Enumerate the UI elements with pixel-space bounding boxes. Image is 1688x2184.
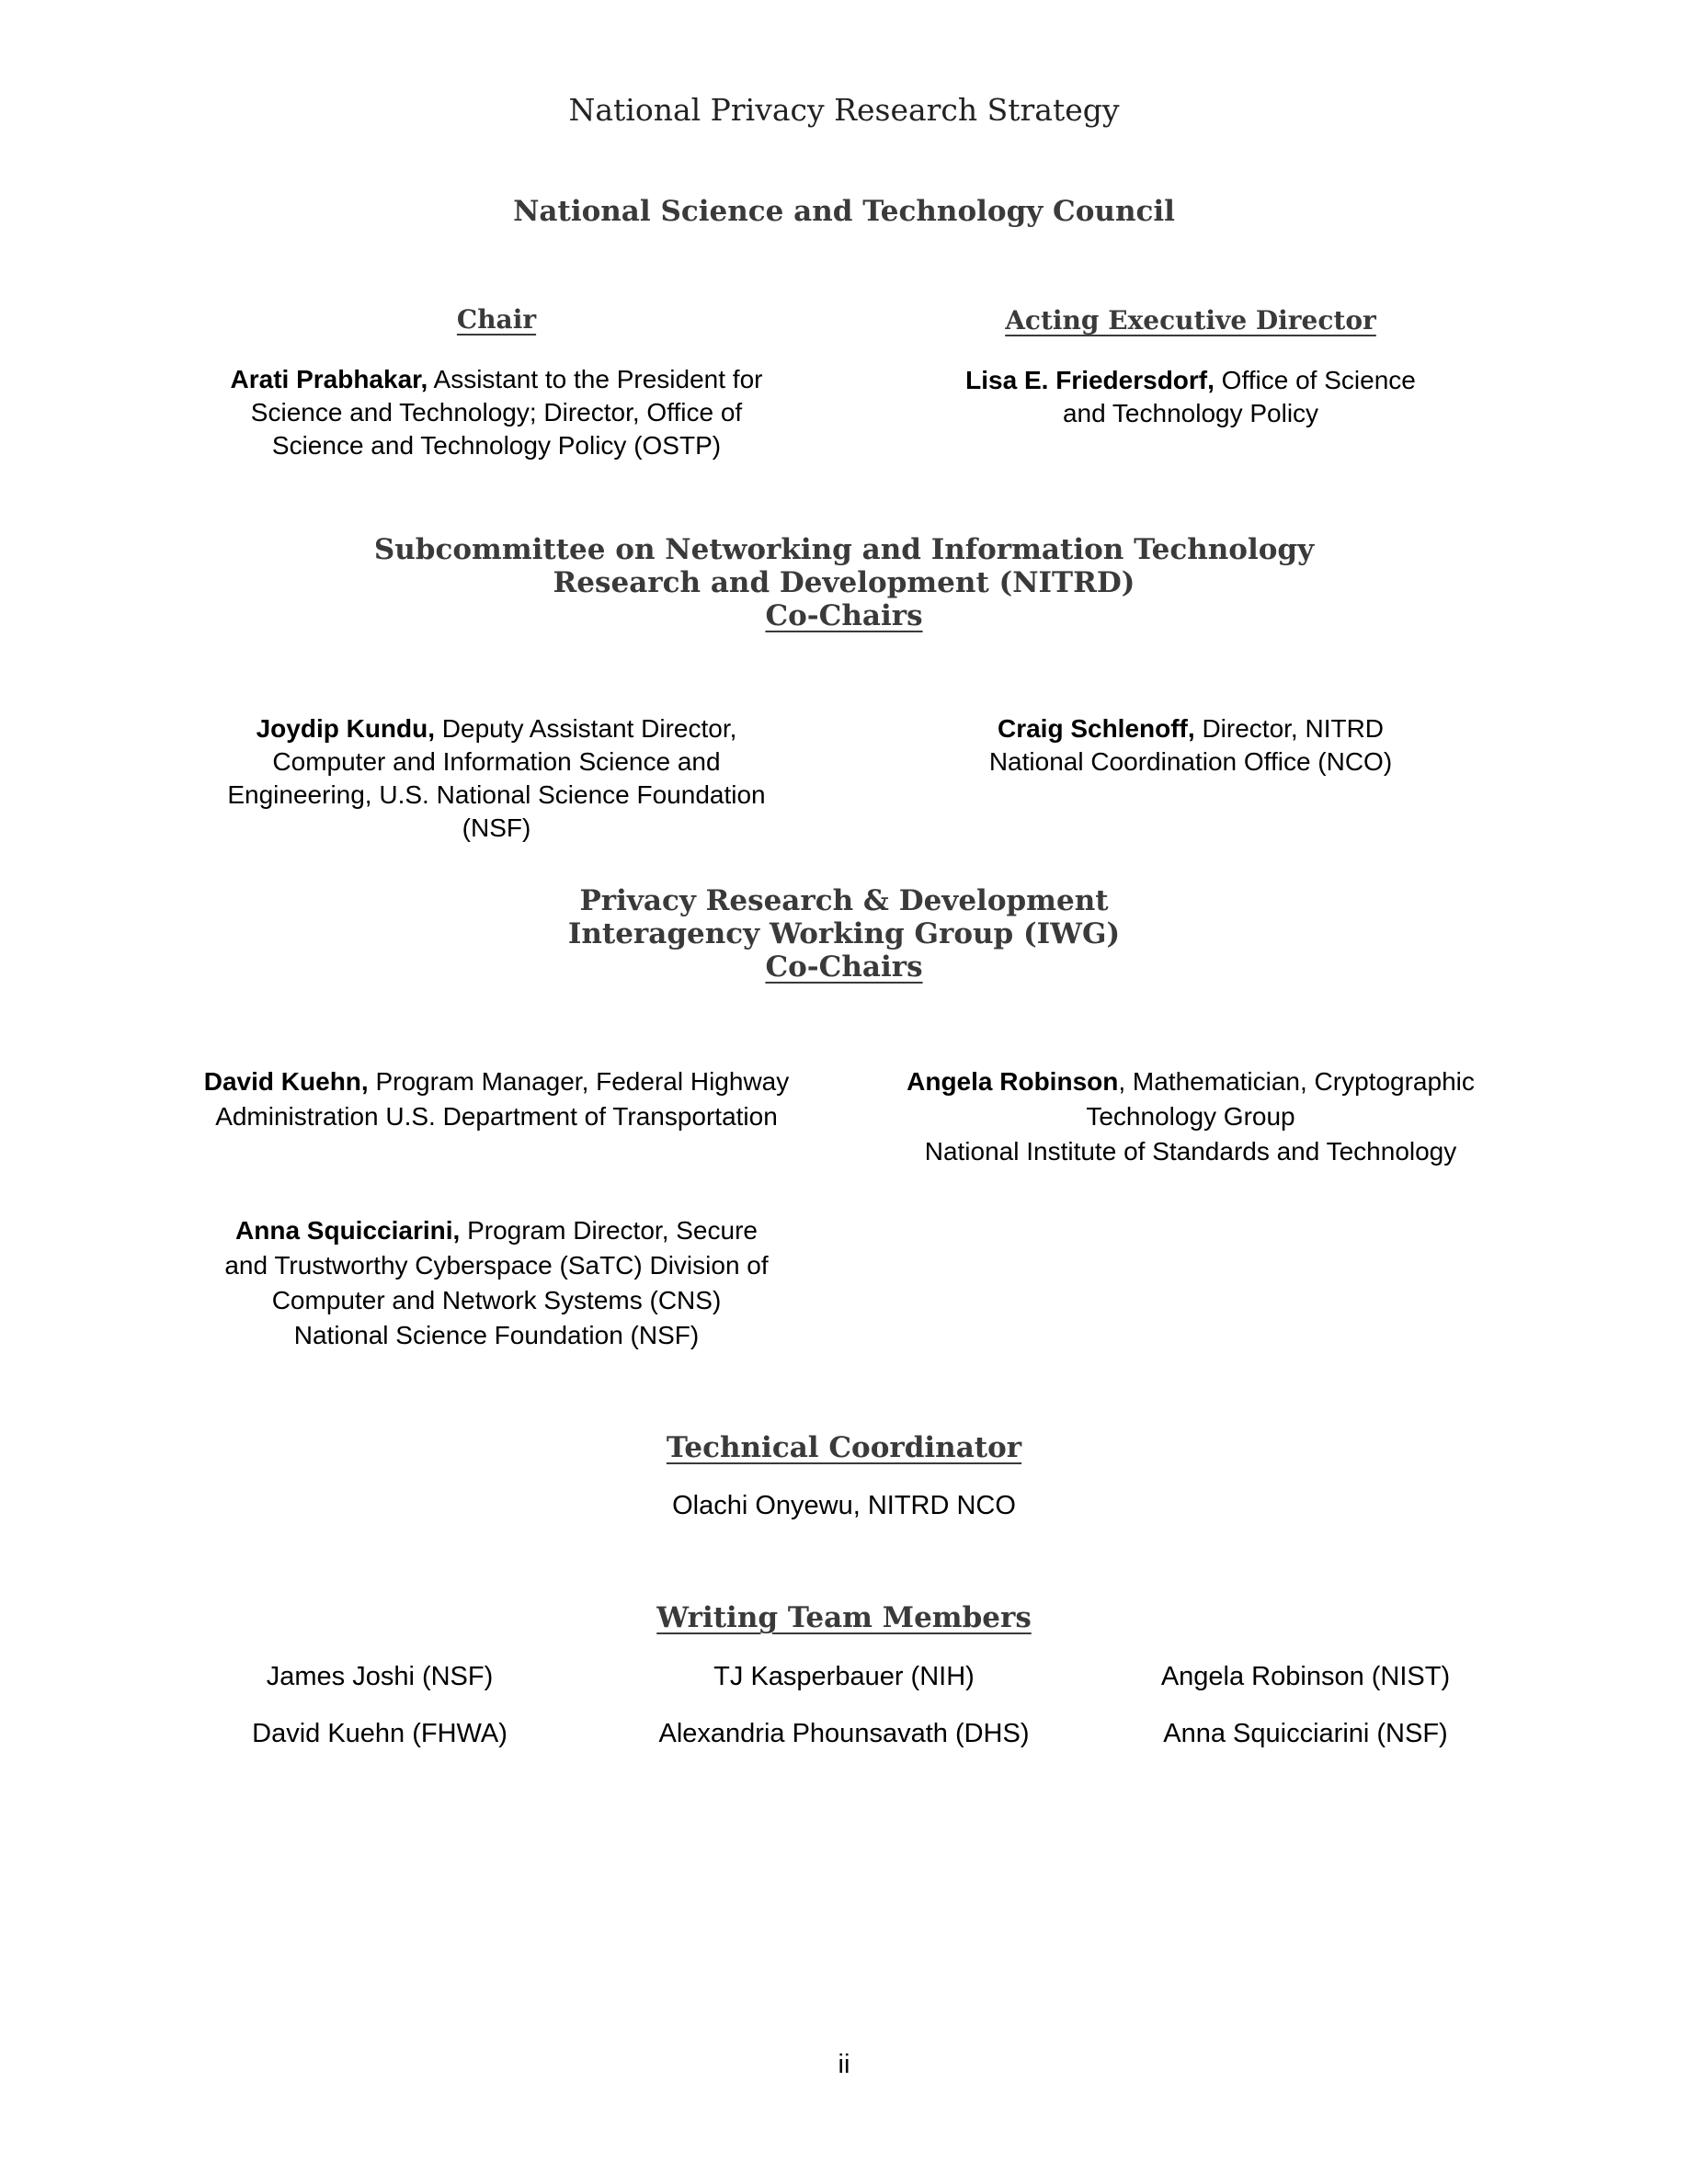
- nstc-heading: National Science and Technology Council: [513, 195, 1175, 228]
- director-heading: Acting Executive Director: [1005, 305, 1376, 336]
- nitrd-right-name: Craig Schlenoff,: [997, 714, 1195, 743]
- technical-coordinator-name: Olachi Onyewu, NITRD NCO: [672, 1491, 1016, 1520]
- technical-coordinator-heading: Technical Coordinator: [666, 1431, 1022, 1464]
- chair-entry: [211, 363, 781, 462]
- team-member: James Joshi (NSF): [266, 1662, 494, 1691]
- iwg-left-description: Program Manager, Federal Highway Administration U.S. Department of Transportation: [215, 1067, 790, 1131]
- iwg-member-third: [216, 1213, 777, 1353]
- team-member: Angela Robinson (NIST): [1160, 1662, 1451, 1691]
- nitrd-right-description: Director, NITRD National Coordination Office (NCO): [988, 714, 1393, 776]
- director-name: Lisa E. Friedersdorf,: [965, 366, 1215, 394]
- iwg-right-affiliation: National Institute of Standards and Technology: [924, 1137, 1457, 1166]
- iwg-third-affiliation: National Science Foundation (NSF): [293, 1321, 700, 1349]
- director-entry: [942, 364, 1439, 430]
- page-number: ii: [838, 2050, 850, 2079]
- chair-description: Assistant to the President for Science and Technology; Director, Office of Science and Technology Policy (OSTP): [250, 365, 763, 460]
- iwg-right-description: , Mathematician, Cryptographic Technology Group: [1086, 1067, 1475, 1131]
- team-member: Anna Squicciarini (NSF): [1163, 1719, 1448, 1748]
- nitrd-left-name: Joydip Kundu,: [256, 714, 436, 743]
- iwg-heading-line1: Privacy Research & Development: [579, 884, 1109, 917]
- team-member: TJ Kasperbauer (NIH): [713, 1662, 975, 1691]
- chair-heading: Chair: [456, 304, 537, 335]
- team-member: David Kuehn (FHWA): [252, 1719, 508, 1748]
- nitrd-cochairs-heading: Co-Chairs: [765, 599, 923, 632]
- chair-name: Arati Prabhakar,: [230, 365, 428, 393]
- nitrd-left-description: Deputy Assistant Director, Computer and Information Science and Engineering, U.S. National Science Foundation (NSF): [227, 714, 766, 842]
- director-description: Office of Science and Technology Policy: [1062, 366, 1416, 427]
- team-member: Alexandria Phounsavath (DHS): [658, 1719, 1030, 1748]
- document-title: National Privacy Research Strategy: [568, 92, 1120, 128]
- iwg-third-description: Program Director, Secure and Trustworthy Cyberspace (SaTC) Division of Computer and Network Systems (CNS): [224, 1216, 769, 1314]
- iwg-cochairs-heading: Co-Chairs: [765, 950, 923, 984]
- iwg-cochair-left: [198, 1064, 795, 1134]
- iwg-right-name: Angela Robinson: [907, 1067, 1119, 1096]
- writing-team-heading: Writing Team Members: [656, 1601, 1032, 1634]
- iwg-cochair-right: [892, 1064, 1489, 1169]
- iwg-left-name: David Kuehn,: [203, 1067, 369, 1096]
- nitrd-heading-line2: Research and Development (NITRD): [553, 566, 1135, 599]
- iwg-heading-line2: Interagency Working Group (IWG): [567, 917, 1121, 950]
- nitrd-cochair-right: [952, 712, 1430, 779]
- iwg-third-name: Anna Squicciarini,: [235, 1216, 461, 1245]
- nitrd-cochair-left: [202, 712, 791, 845]
- nitrd-heading-line1: Subcommittee on Networking and Information Technology: [373, 533, 1315, 566]
